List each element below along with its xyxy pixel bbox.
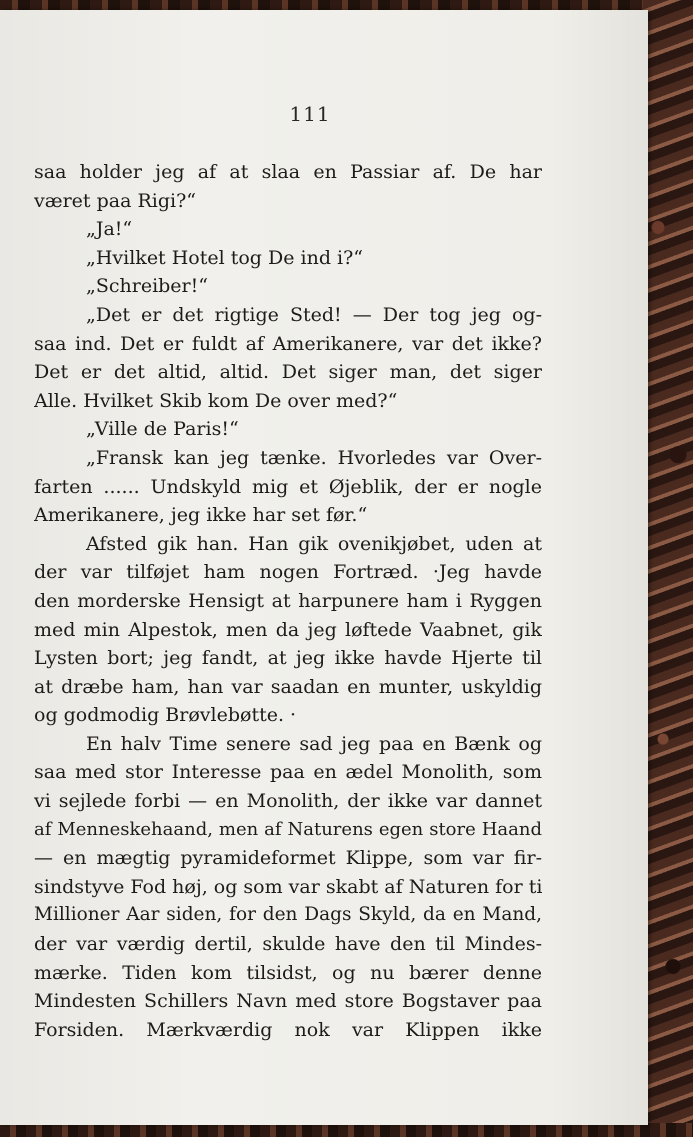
- text-line: farten ...... Undskyld mig et Øjeblik, der er nogle: [34, 475, 542, 498]
- book-marbled-edge: [643, 0, 693, 1137]
- text-line: „Hvilket Hotel tog De ind i?“: [86, 246, 364, 269]
- text-line: den morderske Hensigt at harpunere ham i Ryggen: [34, 589, 542, 612]
- text-line: „Fransk kan jeg tænke. Hvorledes var Over-: [86, 446, 542, 469]
- text-line: — en mægtig pyramideformet Klippe, som var fir-: [34, 847, 542, 870]
- text-line: der var tilføjet ham nogen Fortræd. ·Jeg havde: [34, 561, 542, 584]
- text-line: saa ind. Det er fuldt af Amerikanere, var det ikke?: [34, 332, 542, 355]
- text-line: at dræbe ham, han var saadan en munter, uskyldig: [34, 675, 542, 698]
- text-line: Millioner Aar siden, for den Dags Skyld, da en Mand,: [34, 904, 542, 926]
- text-line: Amerikanere, jeg ikke har set før.“: [34, 504, 368, 527]
- text-line: „Det er det rigtige Sted! — Der tog jeg og-: [86, 303, 542, 326]
- book-page: [0, 10, 648, 1125]
- text-line: Forsiden. Mærkværdig nok var Klippen ikke: [34, 1018, 542, 1041]
- text-line: været paa Rigi?“: [34, 189, 196, 212]
- text-line: og godmodig Brøvlebøtte. ·: [34, 704, 297, 727]
- text-line: „Ja!“: [86, 218, 133, 241]
- text-line: Mindesten Schillers Navn med store Bogstaver paa: [34, 990, 542, 1013]
- text-line: Alle. Hvilket Skib kom De over med?“: [34, 389, 398, 412]
- text-line: af Menneskehaand, men af Naturens egen store Haand: [34, 818, 542, 840]
- page-number: 111: [289, 102, 331, 126]
- text-line: med min Alpestok, men da jeg løftede Vaabnet, gik: [34, 618, 542, 641]
- text-line: Lysten bort; jeg fandt, at jeg ikke havde Hjerte til: [34, 647, 542, 670]
- text-line: mærke. Tiden kom tilsidst, og nu bærer denne: [34, 961, 542, 984]
- text-line: „Ville de Paris!“: [86, 418, 239, 441]
- body-text: [34, 158, 542, 1044]
- text-line: saa med stor Interesse paa en ædel Monolith, som: [34, 761, 542, 784]
- text-line: „Schreiber!“: [86, 275, 208, 298]
- text-line: der var værdig dertil, skulde have den til Mindes-: [34, 933, 542, 956]
- text-line: Det er det altid, altid. Det siger man, det siger: [34, 361, 542, 384]
- text-line: vi sejlede forbi — en Monolith, der ikke var dannet: [34, 790, 542, 813]
- book-bottom-edge: [0, 1123, 693, 1137]
- text-line: sindstyve Fod høj, og som var skabt af Naturen for ti: [34, 875, 542, 898]
- text-line: Afsted gik han. Han gik ovenikjøbet, uden at: [86, 532, 542, 555]
- text-line: saa holder jeg af at slaa en Passiar af. De har: [34, 161, 542, 183]
- text-line: En halv Time senere sad jeg paa en Bænk og: [86, 732, 542, 755]
